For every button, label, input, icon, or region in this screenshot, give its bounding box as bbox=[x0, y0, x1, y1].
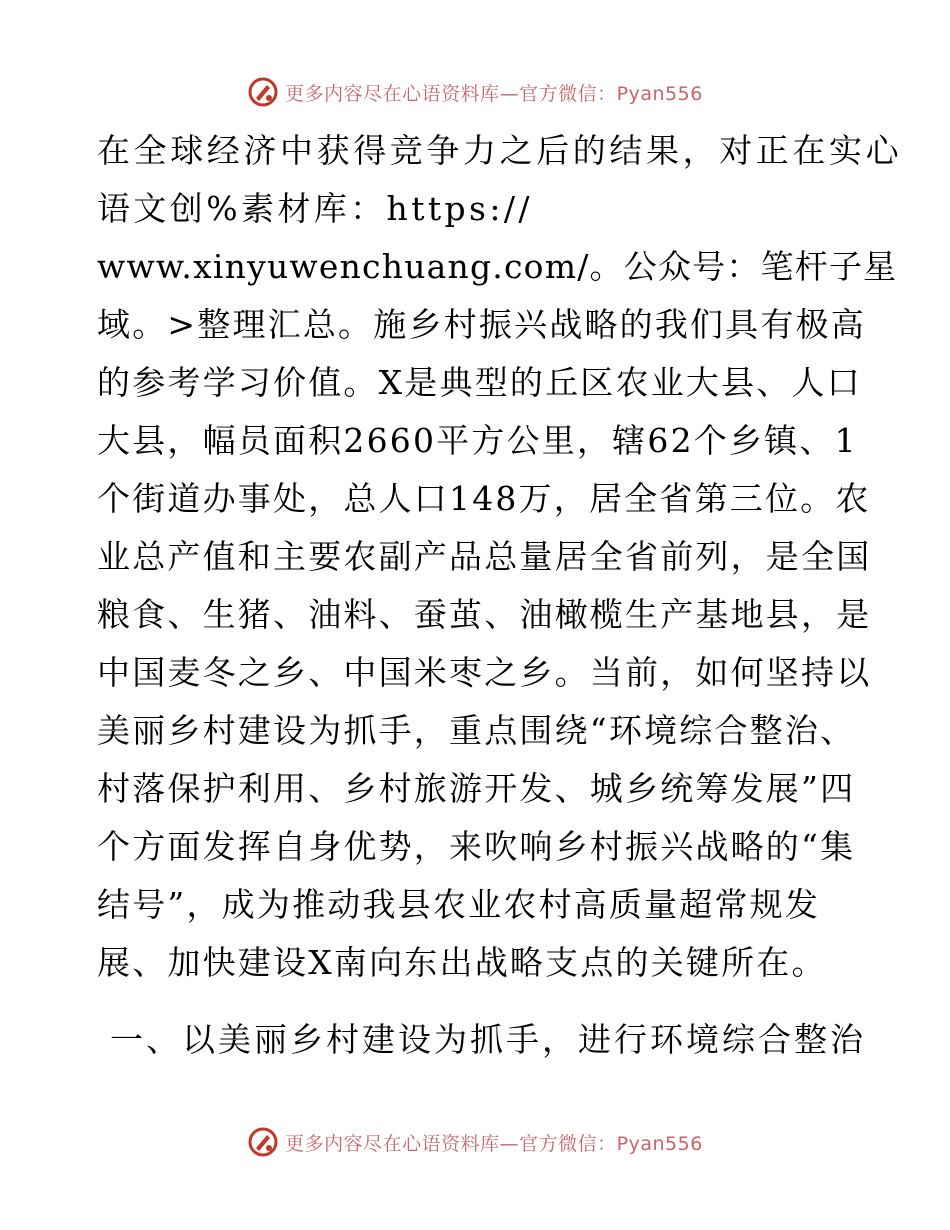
body-line: 业总产值和主要农副产品总量居全省前列，是全国 bbox=[97, 537, 872, 576]
body-line: 大县，幅员面积2660平方公里，辖62个乡镇、1 bbox=[97, 421, 858, 460]
body-line: 语文创%素材库：https:// bbox=[97, 189, 533, 228]
seal-logo-icon bbox=[247, 1126, 279, 1158]
watermark-text: 更多内容尽在心语资料库—官方微信：Pyan556 bbox=[285, 1132, 703, 1155]
body-line: 的参考学习价值。X是典型的丘区农业大县、人口 bbox=[97, 363, 862, 402]
body-line: 粮食、生猪、油料、蚕茧、油橄榄生产基地县，是 bbox=[97, 595, 872, 634]
body-line: 美丽乡村建设为抓手，重点围绕“环境综合整治、 bbox=[97, 711, 856, 750]
body-line: 个街道办事处，总人口148万，居全省第三位。农 bbox=[97, 479, 871, 518]
body-line: 村落保护利用、乡村旅游开发、城乡统筹发展”四 bbox=[97, 769, 856, 808]
body-line: 中国麦冬之乡、中国米枣之乡。当前，如何坚持以 bbox=[97, 653, 872, 692]
header-watermark bbox=[0, 72, 950, 112]
footer-watermark bbox=[0, 1122, 950, 1162]
body-line: 展、加快建设X南向东出战略支点的关键所在。 bbox=[97, 943, 827, 982]
body-line: 个方面发挥自身优势，来吹响乡村振兴战略的“集 bbox=[97, 827, 856, 866]
body-line: www.xinyuwenchuang.com/。公众号：笔杆子星 bbox=[97, 247, 898, 286]
body-line: 在全球经济中获得竞争力之后的结果，对正在实心 bbox=[97, 131, 903, 170]
body-line: 结号”，成为推动我县农业农村高质量超常规发 bbox=[97, 885, 821, 924]
body-text bbox=[97, 122, 903, 992]
watermark-text: 更多内容尽在心语资料库—官方微信：Pyan556 bbox=[285, 82, 703, 105]
section-heading: 一、以美丽乡村建设为抓手，进行环境综合整治 bbox=[110, 1020, 866, 1059]
body-line: 域。>整理汇总。施乡村振兴战略的我们具有极高 bbox=[97, 305, 867, 344]
seal-logo-icon bbox=[247, 76, 279, 108]
